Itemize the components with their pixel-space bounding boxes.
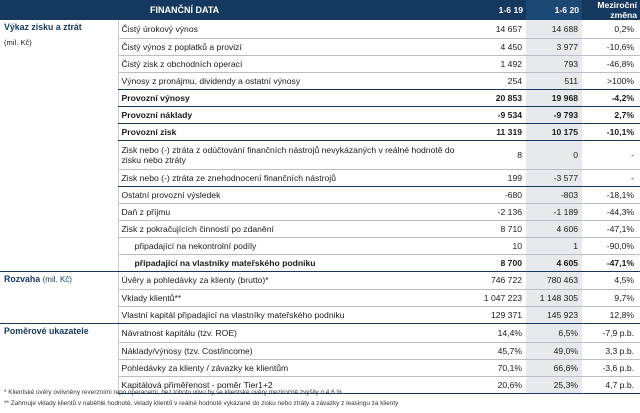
row-label: Náklady/výnosy (tzv. Cost/income) [118,342,472,359]
value-change: 4,7 p.b. [582,376,640,393]
value-change: 3,3 p.b. [582,342,640,359]
row-label: Provozní zisk [118,123,472,140]
section-unit-income-statement: (mil. Kč) [4,38,32,47]
value-change: -90,0% [582,237,640,254]
value-1-6-20: -9 793 [526,106,582,123]
value-change: -7,9 p.b. [582,324,640,343]
value-1-6-19: 70,1% [472,359,526,376]
value-1-6-20: 25,3% [526,376,582,393]
table-row [0,20,640,38]
value-1-6-20: 145 923 [526,307,582,324]
table-header [0,0,640,20]
value-change: -3,6 p.b. [582,359,640,376]
value-1-6-19: -9 534 [472,106,526,123]
table-title: FINANČNÍ DATA [0,0,472,20]
row-label: Úvěry a pohledávky za klienty (brutto)* [118,271,472,290]
value-1-6-20: -1 189 [526,203,582,220]
row-label: Provozní náklady [118,106,472,123]
value-1-6-19: 199 [472,169,526,186]
row-label: Pohledávky za klienty / závazky ke klientům [118,359,472,376]
value-1-6-20: 511 [526,72,582,89]
value-1-6-20: 4 605 [526,254,582,271]
section-spacer [0,342,118,393]
value-change: 4,5% [582,271,640,290]
column-header-1-6-19: 1-6 19 [472,0,526,20]
value-change: -4,2% [582,89,640,106]
value-change: -47,1% [582,220,640,237]
value-1-6-20: 3 977 [526,38,582,55]
value-change: 2,7% [582,106,640,123]
row-label: Daň z příjmu [118,203,472,220]
value-1-6-19: 129 371 [472,307,526,324]
value-change: - [582,140,640,169]
section-title-ratios: Poměrové ukazatele [0,324,118,343]
column-header-change: Meziroční změna [582,0,640,20]
section-spacer [0,290,118,324]
value-1-6-19: 14 657 [472,20,526,38]
value-1-6-19: 1 047 223 [472,290,526,307]
value-change: -10,1% [582,123,640,140]
section-title-balance-sheet [0,271,118,290]
value-change: -47,1% [582,254,640,271]
value-1-6-19: 254 [472,72,526,89]
table-row [0,324,640,343]
row-label: Návratnost kapitálu (tzv. ROE) [118,324,472,343]
value-1-6-19: 20,6% [472,376,526,393]
row-label: Výnosy z pronájmu, dividendy a ostatní výnosy [118,72,472,89]
value-change: 0,2% [582,20,640,38]
row-label: připadající na vlastníky mateřského podniku [118,254,472,271]
footnote-1: * Klientské úvěry ovlivněny reverzními repo operacemi, bez tohoto vlivu by se klientské úvěry meziročně zvýšily o 4,6 % [4,389,343,396]
value-1-6-20: -3 577 [526,169,582,186]
row-label: Kapitálová přiměřenost - poměr Tier1+2 [118,376,472,393]
table-row [0,290,640,307]
row-label: Vlastní kapitál připadající na vlastníky mateřského podniku [118,307,472,324]
value-1-6-20: 1 [526,237,582,254]
value-1-6-19: 10 [472,237,526,254]
value-1-6-19: -680 [472,186,526,203]
row-label: Čistý výnos z poplatků a provizí [118,38,472,55]
value-1-6-20: 1 148 305 [526,290,582,307]
row-label: Zisk nebo (-) ztráta ze znehodnocení finančních nástrojů [118,169,472,186]
value-1-6-20: 780 463 [526,271,582,290]
value-1-6-20: 49,0% [526,342,582,359]
value-change: >100% [582,72,640,89]
value-change: -44,3% [582,203,640,220]
value-1-6-20: 793 [526,55,582,72]
row-label: Zisk nebo (-) ztráta z odúčtování finančních nástrojů nevykázaných v reálné hodnotě do zisku nebo ztráty [118,140,472,169]
value-1-6-20: 19 968 [526,89,582,106]
row-label: Zisk z pokračujících činností po zdanění [118,220,472,237]
value-1-6-19: 8 710 [472,220,526,237]
footnote-2: ** Zahrnuje vklady klientů v naběhlé hodnotě, vklady klientů v reálné hodnotě vykázané do zisku nebo ztráty a závazky z leasingu za klienty [4,400,399,407]
value-1-6-20: 66,6% [526,359,582,376]
section-unit-balance-sheet: (mil. Kč) [42,274,72,284]
value-1-6-19: 1 492 [472,55,526,72]
value-1-6-19: 14,4% [472,324,526,343]
row-label: Vklady klientů** [118,290,472,307]
table-row [0,271,640,290]
table-row [0,342,640,359]
value-1-6-19: 20 853 [472,89,526,106]
value-1-6-20: 0 [526,140,582,169]
column-header-1-6-20: 1-6 20 [526,0,582,20]
row-label: Čistý úrokový výnos [118,20,472,38]
row-label: Ostatní provozní výsledek [118,186,472,203]
value-change: -18,1% [582,186,640,203]
value-1-6-20: 10 175 [526,123,582,140]
value-1-6-20: 14 688 [526,20,582,38]
value-1-6-19: 45,7% [472,342,526,359]
value-1-6-19: 8 700 [472,254,526,271]
value-1-6-19: -2 136 [472,203,526,220]
value-1-6-20: 6,5% [526,324,582,343]
section-title-income-statement: Výkaz zisku a ztrát [4,22,82,32]
table-row [0,38,640,55]
value-1-6-19: 11 319 [472,123,526,140]
value-1-6-19: 8 [472,140,526,169]
value-change: - [582,169,640,186]
row-label: připadající na nekontrolní podíly [118,237,472,254]
row-label: Čistý zisk z obchodních operací [118,55,472,72]
value-1-6-20: -803 [526,186,582,203]
value-1-6-20: 4 606 [526,220,582,237]
value-change: -10,6% [582,38,640,55]
value-1-6-19: 4 450 [472,38,526,55]
value-1-6-19: 746 722 [472,271,526,290]
row-label: Provozní výnosy [118,89,472,106]
value-change: 12,8% [582,307,640,324]
value-change: 9,7% [582,290,640,307]
value-change: -46,8% [582,55,640,72]
section-title-text: Rozvaha [4,273,41,284]
